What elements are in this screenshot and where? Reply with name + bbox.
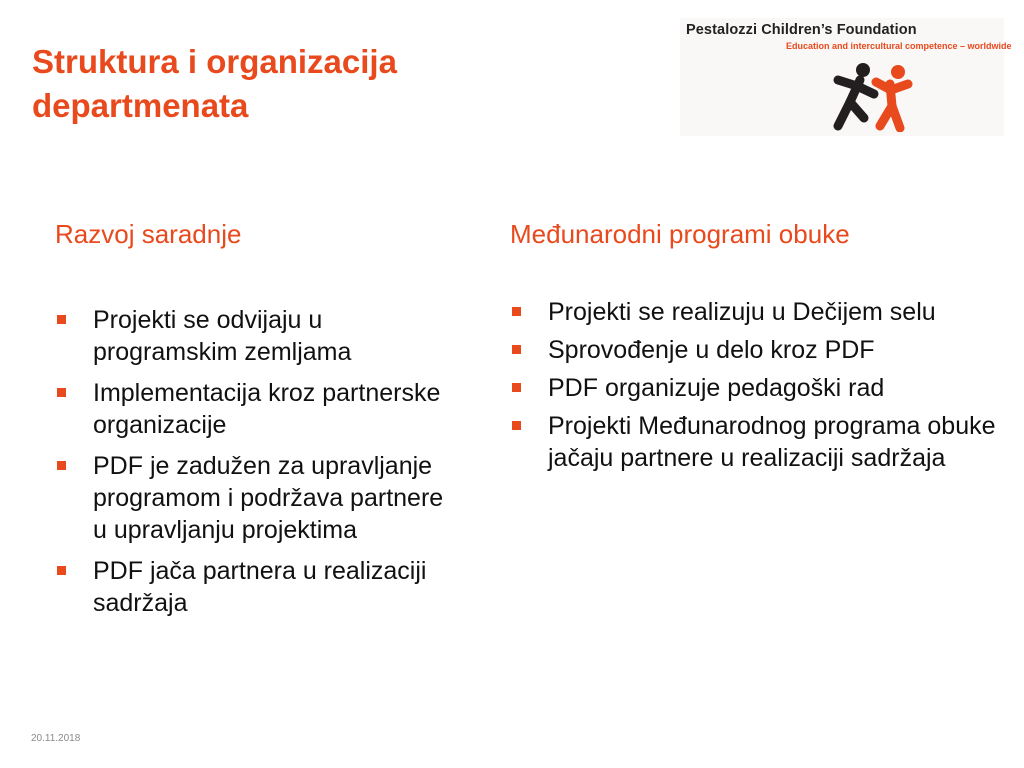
bullet-square-icon bbox=[57, 315, 66, 324]
list-item bbox=[510, 334, 1000, 366]
list-item-text: PDF organizuje pedagoški rad bbox=[548, 374, 885, 402]
list-item bbox=[55, 555, 445, 619]
bullet-square-icon bbox=[512, 345, 521, 354]
bullet-square-icon bbox=[57, 461, 66, 470]
list-item-text: PDF jača partnera u realizaciji sadržaja bbox=[93, 557, 427, 617]
left-bullet-list bbox=[55, 304, 445, 619]
right-column bbox=[510, 218, 1000, 480]
list-item bbox=[510, 410, 1000, 474]
bullet-square-icon bbox=[57, 566, 66, 575]
slide-title: Struktura i organizacija departmenata bbox=[32, 43, 397, 124]
left-column-heading: Razvoj saradnje bbox=[55, 219, 242, 249]
right-bullet-list bbox=[510, 296, 1000, 474]
list-item-text: Projekti se realizuju u Dečijem selu bbox=[548, 298, 936, 326]
left-column bbox=[55, 218, 445, 628]
organization-logo bbox=[680, 18, 1012, 136]
list-item bbox=[510, 296, 1000, 328]
list-item bbox=[55, 450, 445, 546]
bullet-square-icon bbox=[512, 307, 521, 316]
list-item bbox=[510, 372, 1000, 404]
logo-tagline: Education and intercultural competence – worldwide bbox=[786, 41, 1012, 51]
bullet-square-icon bbox=[512, 383, 521, 392]
right-column-heading: Međunarodni programi obuke bbox=[510, 219, 850, 249]
slide-date: 20.11.2018 bbox=[31, 733, 81, 744]
list-item-text: Projekti se odvijaju u programskim zemljama bbox=[93, 306, 352, 366]
list-item-text: PDF je zadužen za upravljanje programom i podržava partnere u upravljanju projektima bbox=[93, 452, 444, 544]
logo-name: Pestalozzi Children’s Foundation bbox=[686, 22, 917, 38]
list-item-text: Implementacija kroz partnerske organizacije bbox=[93, 379, 441, 439]
two-children-figures-icon bbox=[830, 58, 930, 132]
bullet-square-icon bbox=[57, 388, 66, 397]
list-item-text: Projekti Međunarodnog programa obuke jačaju partnere u realizaciji sadržaja bbox=[548, 412, 996, 472]
bullet-square-icon bbox=[512, 421, 521, 430]
list-item bbox=[55, 304, 445, 368]
list-item-text: Sprovođenje u delo kroz PDF bbox=[548, 336, 875, 364]
list-item bbox=[55, 377, 445, 441]
